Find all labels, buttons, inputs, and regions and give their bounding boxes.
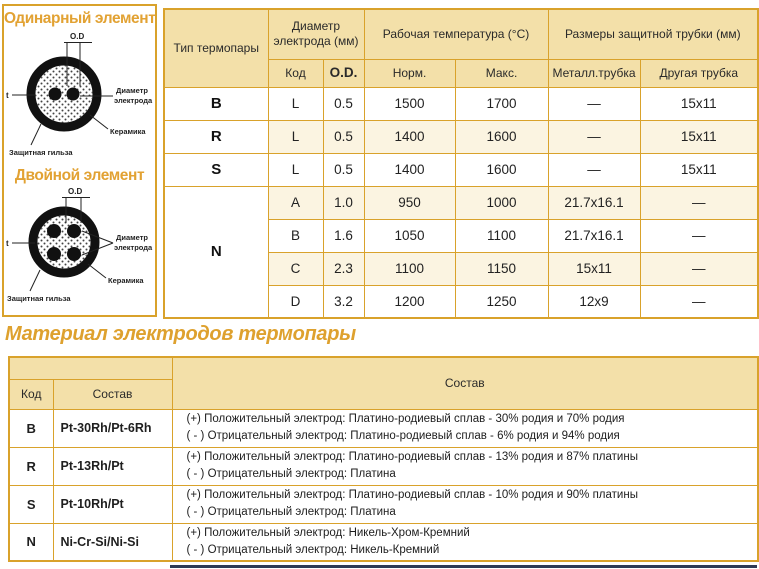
od-label: O.D	[70, 32, 85, 41]
composition-cell: Ni-Cr-Si/Ni-Si	[53, 523, 172, 561]
thermocouple-spec-table	[163, 8, 759, 319]
header-norm: Норм.	[364, 59, 455, 87]
header-tube-sizes: Размеры защитной трубки (мм)	[548, 9, 758, 59]
code-cell: R	[9, 447, 53, 485]
norm-cell: 1500	[364, 87, 455, 120]
electrode	[67, 247, 81, 261]
electrode	[67, 88, 80, 101]
norm-cell: 1100	[364, 252, 455, 285]
detail-cell	[172, 485, 758, 523]
sheath-label: Защитная гильза	[7, 294, 71, 303]
od-cell: 0.5	[323, 87, 364, 120]
code-cell: L	[268, 153, 323, 186]
electrode	[47, 247, 61, 261]
header-od: O.D.	[323, 59, 364, 87]
metal-cell: —	[548, 87, 640, 120]
header-other-tube: Другая трубка	[640, 59, 758, 87]
single-element-title: Одинарный элемент	[4, 10, 156, 27]
other-cell: —	[640, 285, 758, 318]
header-empty	[9, 357, 172, 379]
ceramic-core	[36, 66, 93, 123]
max-cell: 1700	[455, 87, 548, 120]
composition-cell: Pt-10Rh/Pt	[53, 485, 172, 523]
header-code: Код	[9, 379, 53, 409]
t-label: t	[6, 91, 9, 100]
metal-cell: 21.7x16.1	[548, 219, 640, 252]
other-cell: 15x11	[640, 87, 758, 120]
electrode-diameter-label: Диаметр	[116, 233, 148, 242]
material-row-b	[9, 409, 758, 447]
norm-cell: 1400	[364, 153, 455, 186]
header-metal-tube: Металл.трубка	[548, 59, 640, 87]
other-cell: —	[640, 219, 758, 252]
metal-cell: 15x11	[548, 252, 640, 285]
material-row-n	[9, 523, 758, 561]
ceramic-label: Керамика	[110, 127, 146, 136]
electrode-material-table	[8, 356, 759, 562]
code-cell: S	[9, 485, 53, 523]
electrode-diameter-label: электрода	[114, 243, 153, 252]
page-bottom-rule	[170, 565, 757, 568]
type-cell: R	[164, 120, 268, 153]
positive-electrode-line: (+) Положительный электрод: Платино-родиевый сплав - 30% родия и 70% родия	[186, 412, 625, 425]
electrode-diameter-label: Диаметр	[116, 86, 148, 95]
electrode	[49, 88, 62, 101]
code-cell: D	[268, 285, 323, 318]
code-cell: L	[268, 120, 323, 153]
code-cell: C	[268, 252, 323, 285]
spec-row-s	[164, 153, 758, 186]
material-section-title: Материал электродов термопары	[5, 323, 356, 345]
positive-electrode-line: (+) Положительный электрод: Платино-родиевый сплав - 10% родия и 90% платины	[186, 488, 638, 501]
code-cell: A	[268, 186, 323, 219]
diagram-panel	[2, 4, 157, 317]
max-cell: 1250	[455, 285, 548, 318]
spec-row-n-a	[164, 186, 758, 219]
negative-electrode-line: ( - ) Отрицательный электрод: Платина	[186, 506, 396, 518]
positive-electrode-line: (+) Положительный электрод: Платино-родиевый сплав - 13% родия и 87% платины	[186, 450, 638, 463]
spec-row-b	[164, 87, 758, 120]
norm-cell: 1050	[364, 219, 455, 252]
header-max: Макс.	[455, 59, 548, 87]
material-row-s	[9, 485, 758, 523]
od-label: O.D	[68, 187, 83, 196]
code-cell: B	[268, 219, 323, 252]
t-label: t	[6, 239, 9, 248]
ceramic-core	[38, 216, 91, 269]
other-cell: 15x11	[640, 120, 758, 153]
header-electrode-diameter: Диаметр электрода (мм)	[268, 9, 364, 59]
code-cell: B	[9, 409, 53, 447]
type-cell: S	[164, 153, 268, 186]
header-composition-detail: Состав	[172, 357, 758, 409]
od-cell: 1.0	[323, 186, 364, 219]
header-working-temp: Рабочая температура (°C)	[364, 9, 548, 59]
detail-cell	[172, 523, 758, 561]
type-cell-n: N	[164, 186, 268, 318]
positive-electrode-line: (+) Положительный электрод: Никель-Хром-Кремний	[186, 526, 470, 539]
electrode	[47, 224, 61, 238]
electrode-diameter-label: электрода	[114, 96, 153, 105]
norm-cell: 1200	[364, 285, 455, 318]
od-cell: 2.3	[323, 252, 364, 285]
code-cell: N	[9, 523, 53, 561]
material-row-r	[9, 447, 758, 485]
max-cell: 1000	[455, 186, 548, 219]
od-cell: 0.5	[323, 153, 364, 186]
max-cell: 1600	[455, 153, 548, 186]
other-cell: —	[640, 186, 758, 219]
other-cell: 15x11	[640, 153, 758, 186]
metal-cell: 21.7x16.1	[548, 186, 640, 219]
type-cell: B	[164, 87, 268, 120]
header-composition: Состав	[53, 379, 172, 409]
composition-cell: Pt-30Rh/Pt-6Rh	[53, 409, 172, 447]
negative-electrode-line: ( - ) Отрицательный электрод: Платино-родиевый сплав - 6% родия и 94% родия	[186, 430, 620, 442]
negative-electrode-line: ( - ) Отрицательный электрод: Платина	[186, 468, 396, 480]
od-cell: 1.6	[323, 219, 364, 252]
metal-cell: —	[548, 120, 640, 153]
norm-cell: 950	[364, 186, 455, 219]
double-element-title: Двойной элемент	[14, 167, 145, 184]
od-cell: 3.2	[323, 285, 364, 318]
composition-cell: Pt-13Rh/Pt	[53, 447, 172, 485]
max-cell: 1600	[455, 120, 548, 153]
detail-cell	[172, 409, 758, 447]
sheath-label: Защитная гильза	[9, 148, 73, 157]
header-code: Код	[268, 59, 323, 87]
norm-cell: 1400	[364, 120, 455, 153]
single-element-diagram	[4, 28, 155, 163]
max-cell: 1150	[455, 252, 548, 285]
detail-cell	[172, 447, 758, 485]
spec-row-r	[164, 120, 758, 153]
negative-electrode-line: ( - ) Отрицательный электрод: Никель-Кремний	[186, 543, 440, 556]
code-cell: L	[268, 87, 323, 120]
metal-cell: 12x9	[548, 285, 640, 318]
electrode	[67, 224, 81, 238]
other-cell: —	[640, 252, 758, 285]
metal-cell: —	[548, 153, 640, 186]
max-cell: 1100	[455, 219, 548, 252]
header-type: Тип термопары	[164, 9, 268, 87]
od-cell: 0.5	[323, 120, 364, 153]
double-element-diagram	[4, 185, 155, 309]
ceramic-label: Керамика	[108, 276, 144, 285]
